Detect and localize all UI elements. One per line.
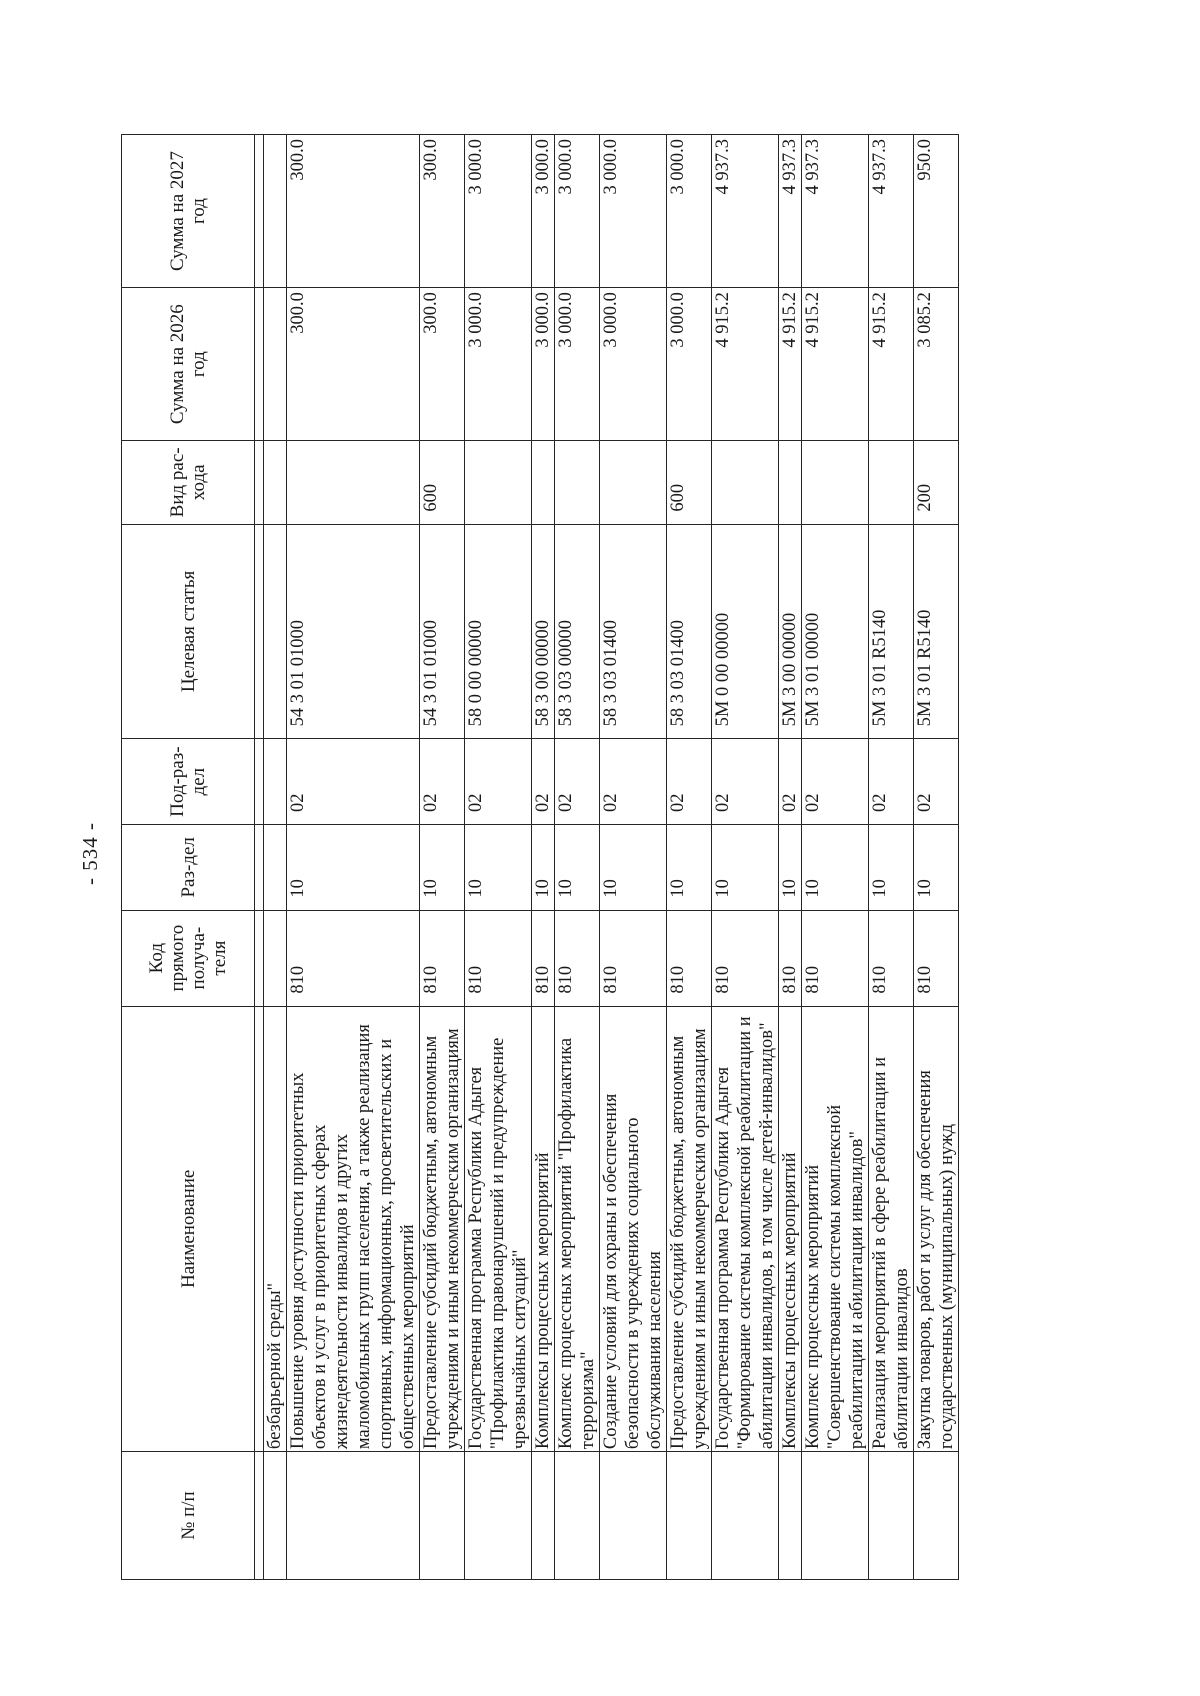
header-target-article: Целевая статья [122,524,255,739]
cell-target-article: 58 0 00 00000 [465,524,532,739]
header-sum-2026: Сумма на 2026 год [122,288,255,441]
budget-table [121,134,959,1580]
cell-sum-2026: 3 000.0 [555,288,600,441]
cell-subsection: 02 [869,739,914,825]
cell-target-article: 5М 3 01 R5140 [869,524,914,739]
cell-expense-type [712,441,779,524]
cell-sum-2026: 4 915.2 [869,288,914,441]
cell-subsection: 02 [555,739,600,825]
cell-recipient-code: 810 [667,910,712,1006]
cell-recipient-code: 810 [712,910,779,1006]
cell-expense-type: 600 [667,441,712,524]
cell-section: 10 [869,824,914,910]
cell-no [555,1452,600,1580]
header-sum-2027: Сумма на 2027 год [122,135,255,288]
cell-subsection: 02 [667,739,712,825]
cell-subsection: 02 [532,739,555,825]
cell-section: 10 [914,824,959,910]
cell-recipient-code: 810 [420,910,465,1006]
cell-subsection: 02 [802,739,869,825]
cell-sum-2027: 3 000.0 [555,135,600,288]
cell-recipient-code: 810 [914,910,959,1006]
cell-no [869,1452,914,1580]
cell-sum-2027: 4 937.3 [779,135,802,288]
cell-expense-type: 600 [420,441,465,524]
table-row [802,135,869,1580]
header-name: Наименование [122,1006,255,1451]
cell-subsection [264,739,287,825]
cell-name: Предоставление субсидий бюджетным, автономным учреждениям и иным некоммерческим организациям [667,1006,712,1451]
cell-target-article: 54 3 01 01000 [287,524,420,739]
cell-expense-type: 200 [914,441,959,524]
table-body [255,135,959,1580]
cell-sum-2027: 3 000.0 [465,135,532,288]
cell-expense-type [600,441,667,524]
cell-no [420,1452,465,1580]
table-row [600,135,667,1580]
cell-expense-type [287,441,420,524]
cell-target-article: 58 3 03 01400 [600,524,667,739]
table-row [712,135,779,1580]
cell-name: Государственная программа Республики Адыгея "Профилактика правонарушений и предупреждение чрезвычайных ситуаций" [465,1006,532,1451]
cell-section: 10 [712,824,779,910]
cell-target-article: 5М 3 01 R5140 [914,524,959,739]
table-row [465,135,532,1580]
cell-sum-2026 [264,288,287,441]
cell-sum-2027: 4 937.3 [869,135,914,288]
cell-sum-2026: 3 085.2 [914,288,959,441]
table-row [532,135,555,1580]
cell-subsection: 02 [465,739,532,825]
cell-no [802,1452,869,1580]
table-row [555,135,600,1580]
cell-name: Повышение уровня доступности приоритетных объектов и услуг в приоритетных сферах жизнедеятельности инвалидов и других маломобильных групп населения, а также реализация спортивных, информационных, просветительских и общественных мероприятий [287,1006,420,1451]
cell-name: Комплексы процессных мероприятий [779,1006,802,1451]
header-expense-type: Вид рас-хода [122,441,255,524]
cell-sum-2027: 300.0 [287,135,420,288]
cell-sum-2026: 3 000.0 [600,288,667,441]
cell-expense-type [465,441,532,524]
cell-recipient-code: 810 [779,910,802,1006]
table-row [869,135,914,1580]
cell-subsection: 02 [420,739,465,825]
table-row [914,135,959,1580]
cell-section: 10 [532,824,555,910]
cell-recipient-code: 810 [287,910,420,1006]
cell-no [712,1452,779,1580]
cell-expense-type [264,441,287,524]
cell-name: Комплекс процессных мероприятий "Профилактика терроризма" [555,1006,600,1451]
cell-sum-2027: 3 000.0 [600,135,667,288]
cell-target-article: 5М 3 00 00000 [779,524,802,739]
table-row [667,135,712,1580]
cell-section: 10 [600,824,667,910]
cell-no [264,1452,287,1580]
cell-sum-2026: 3 000.0 [532,288,555,441]
cell-sum-2026: 4 915.2 [802,288,869,441]
cell-subsection: 02 [914,739,959,825]
cell-name: Государственная программа Республики Адыгея "Формирование системы комплексной реабилитации и абилитации инвалидов, в том числе детей-инвалидов" [712,1006,779,1451]
cell-sum-2026: 300.0 [420,288,465,441]
cell-name: Создание условий для охраны и обеспечения безопасности в учреждениях социального обслуживания населения [600,1006,667,1451]
cell-sum-2027: 4 937.3 [802,135,869,288]
cell-name: Предоставление субсидий бюджетным, автономным учреждениям и иным некоммерческим организациям [420,1006,465,1451]
cell-name: Комплекс процессных мероприятий "Совершенствование системы комплексной реабилитации и абилитации инвалидов" [802,1006,869,1451]
cell-section: 10 [779,824,802,910]
cell-sum-2026: 300.0 [287,288,420,441]
cell-no [779,1452,802,1580]
cell-expense-type [869,441,914,524]
cell-target-article: 5М 0 00 00000 [712,524,779,739]
cell-no [465,1452,532,1580]
cell-expense-type [802,441,869,524]
cell-expense-type [779,441,802,524]
cell-recipient-code [264,910,287,1006]
cell-no [532,1452,555,1580]
cell-section: 10 [667,824,712,910]
table-row [420,135,465,1580]
cell-sum-2027: 3 000.0 [532,135,555,288]
cell-target-article [264,524,287,739]
cell-expense-type [532,441,555,524]
cell-expense-type [555,441,600,524]
cell-no [914,1452,959,1580]
cell-subsection: 02 [712,739,779,825]
cell-sum-2027: 950.0 [914,135,959,288]
cell-name: Реализация мероприятий в сфере реабилитации и абилитации инвалидов [869,1006,914,1451]
cell-sum-2027: 4 937.3 [712,135,779,288]
table-row [779,135,802,1580]
table-row [264,135,287,1580]
header-no: № п/п [122,1452,255,1580]
cell-no [287,1452,420,1580]
header-subsection: Под-раз-дел [122,739,255,825]
cell-recipient-code: 810 [869,910,914,1006]
cell-sum-2026: 4 915.2 [712,288,779,441]
cell-subsection: 02 [600,739,667,825]
cell-section: 10 [287,824,420,910]
cell-target-article: 58 3 00 00000 [532,524,555,739]
cell-target-article: 58 3 03 00000 [555,524,600,739]
cell-sum-2027: 3 000.0 [667,135,712,288]
cell-name: безбарьерной среды" [264,1006,287,1451]
spacer-row [255,135,264,1580]
cell-section: 10 [420,824,465,910]
cell-recipient-code: 810 [802,910,869,1006]
cell-sum-2026: 4 915.2 [779,288,802,441]
cell-target-article: 58 3 03 01400 [667,524,712,739]
cell-no [600,1452,667,1580]
cell-section: 10 [802,824,869,910]
cell-subsection: 02 [287,739,420,825]
cell-section: 10 [555,824,600,910]
cell-section: 10 [465,824,532,910]
header-recipient-code: Код прямого получа-теля [122,910,255,1006]
cell-sum-2026: 3 000.0 [667,288,712,441]
page-number: - 534 - [78,822,102,885]
cell-recipient-code: 810 [600,910,667,1006]
cell-sum-2027 [264,135,287,288]
header-section: Раз-дел [122,824,255,910]
cell-recipient-code: 810 [465,910,532,1006]
cell-subsection: 02 [779,739,802,825]
cell-section [264,824,287,910]
cell-recipient-code: 810 [532,910,555,1006]
cell-target-article: 54 3 01 01000 [420,524,465,739]
table-row [287,135,420,1580]
cell-target-article: 5М 3 01 00000 [802,524,869,739]
cell-name: Закупка товаров, работ и услуг для обеспечения государственных (муниципальных) нужд [914,1006,959,1451]
table-header-row [122,135,255,1580]
cell-recipient-code: 810 [555,910,600,1006]
cell-name: Комплексы процессных мероприятий [532,1006,555,1451]
cell-no [667,1452,712,1580]
cell-sum-2027: 300.0 [420,135,465,288]
cell-sum-2026: 3 000.0 [465,288,532,441]
